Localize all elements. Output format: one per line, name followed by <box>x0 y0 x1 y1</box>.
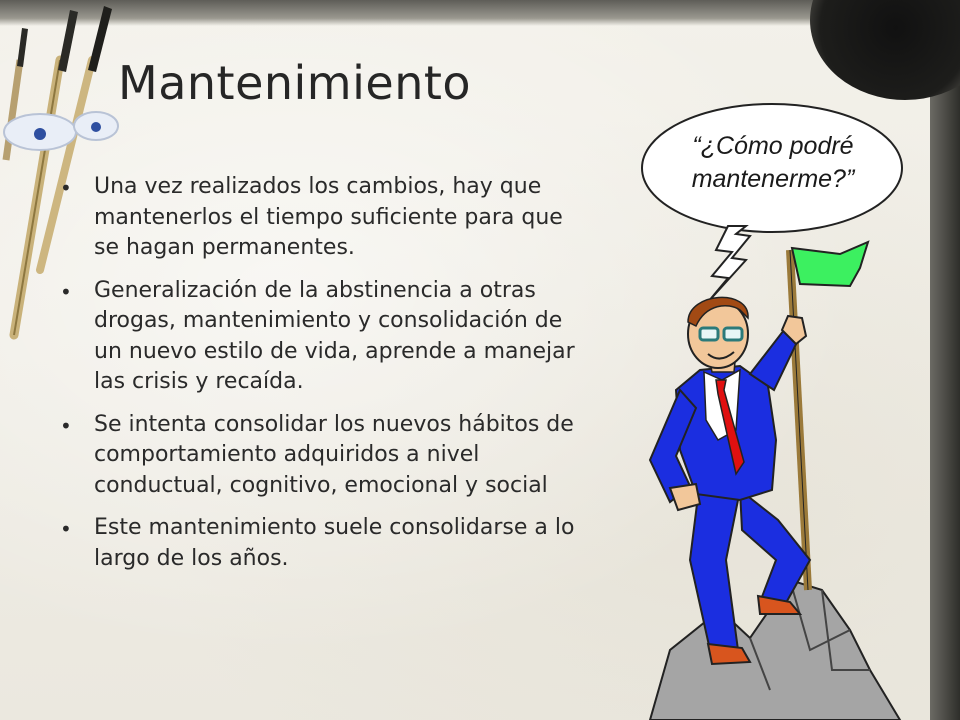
bullet-text: Una vez realizados los cambios, hay que mantenerlos el tiempo suficiente para que se hagan permanentes. <box>94 174 563 260</box>
glasses <box>700 328 718 340</box>
bullet-list <box>60 172 580 586</box>
bullet-dot: • <box>60 176 72 200</box>
bullet-text: Generalización de la abstinencia a otras drogas, mantenimiento y consolidación de un nuevo estilo de vida, aprende a manejar las crisis y recaída. <box>94 277 575 394</box>
ink-stone-decoration <box>810 0 960 100</box>
bullet-dot: • <box>60 279 72 304</box>
frame-right-edge <box>930 0 960 720</box>
flag <box>792 242 868 286</box>
speech-bubble-text: “¿Cómo podré mantenerme?” <box>691 132 855 193</box>
speech-bubble-tail <box>708 226 750 302</box>
bullet-text: Este mantenimiento suele consolidarse a lo largo de los años. <box>94 515 575 571</box>
slide-title: Mantenimiento <box>118 56 472 110</box>
bullet-item <box>60 172 580 264</box>
bullet-item <box>60 513 580 574</box>
left-hand <box>670 484 700 510</box>
bullet-dot: • <box>60 517 72 541</box>
bullet-dot: • <box>60 413 72 438</box>
bullet-text: Se intenta consolidar los nuevos hábitos de comportamiento adquiridos a nivel conductual, cognitivo, emocional y social <box>94 411 574 498</box>
bullet-item <box>60 410 580 502</box>
bullet-item <box>60 276 580 398</box>
